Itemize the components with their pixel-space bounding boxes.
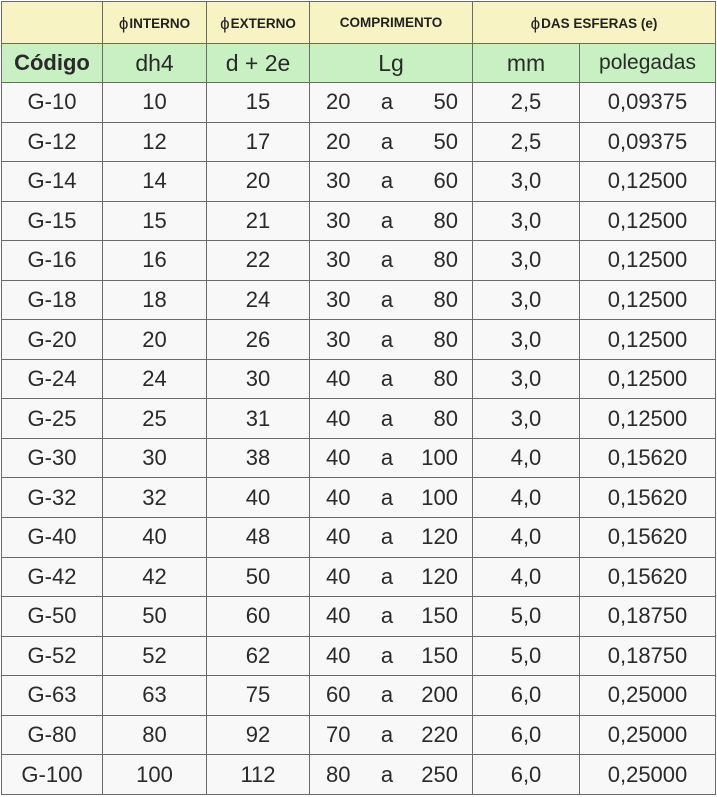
cell-interno: 12 xyxy=(103,122,207,162)
table-row xyxy=(2,122,716,162)
comprimento-from: 40 xyxy=(326,405,351,431)
table-row xyxy=(2,320,716,360)
comprimento-from: 20 xyxy=(326,128,351,154)
comprimento-to: 120 xyxy=(421,524,458,550)
cell-externo: 38 xyxy=(207,438,310,478)
cell-polegadas: 0,25000 xyxy=(580,755,716,795)
cell-comprimento xyxy=(310,478,473,518)
cell-externo: 21 xyxy=(207,201,310,241)
comprimento-range xyxy=(310,89,472,115)
header-mm: mm xyxy=(473,44,580,83)
table-row xyxy=(2,241,716,281)
cell-interno: 20 xyxy=(103,320,207,360)
header-esferas xyxy=(473,2,716,44)
cell-polegadas: 0,12500 xyxy=(580,201,716,241)
header-externo xyxy=(207,2,310,44)
comprimento-from: 40 xyxy=(326,642,351,668)
comprimento-from: 40 xyxy=(326,366,351,392)
cell-interno: 42 xyxy=(103,557,207,597)
cell-externo: 48 xyxy=(207,518,310,558)
range-separator: a xyxy=(380,366,394,392)
comprimento-range xyxy=(310,247,472,273)
cell-polegadas: 0,12500 xyxy=(580,359,716,399)
cell-codigo: G-14 xyxy=(2,162,103,202)
comprimento-range xyxy=(310,406,472,432)
table-row xyxy=(2,636,716,676)
header-interno-label: INTERNO xyxy=(129,15,191,31)
range-separator: a xyxy=(380,603,394,629)
cell-comprimento xyxy=(310,162,473,202)
range-separator: a xyxy=(380,524,394,550)
cell-comprimento xyxy=(310,438,473,478)
range-separator: a xyxy=(380,484,394,510)
comprimento-from: 20 xyxy=(326,89,351,115)
cell-mm: 3,0 xyxy=(473,241,580,281)
cell-mm: 4,0 xyxy=(473,438,580,478)
comprimento-range xyxy=(310,129,472,155)
header-lg: Lg xyxy=(310,44,473,83)
cell-polegadas: 0,12500 xyxy=(580,280,716,320)
comprimento-range xyxy=(310,524,472,550)
comprimento-to: 50 xyxy=(433,89,458,115)
cell-polegadas: 0,12500 xyxy=(580,162,716,202)
comprimento-to: 120 xyxy=(421,563,458,589)
header-d-2e: d + 2e xyxy=(207,44,310,83)
comprimento-from: 30 xyxy=(326,207,351,233)
cell-codigo: G-100 xyxy=(2,755,103,795)
cell-interno: 40 xyxy=(103,518,207,558)
comprimento-range xyxy=(310,762,472,788)
cell-codigo: G-30 xyxy=(2,438,103,478)
cell-codigo: G-16 xyxy=(2,241,103,281)
cell-polegadas: 0,12500 xyxy=(580,241,716,281)
table-row xyxy=(2,755,716,795)
cell-externo: 75 xyxy=(207,676,310,716)
cell-interno: 52 xyxy=(103,636,207,676)
comprimento-from: 40 xyxy=(326,524,351,550)
cell-comprimento xyxy=(310,359,473,399)
cell-mm: 3,0 xyxy=(473,162,580,202)
comprimento-from: 40 xyxy=(326,603,351,629)
cell-externo: 30 xyxy=(207,359,310,399)
cell-polegadas: 0,09375 xyxy=(580,122,716,162)
cell-externo: 60 xyxy=(207,597,310,637)
cell-interno: 32 xyxy=(103,478,207,518)
range-separator: a xyxy=(380,682,394,708)
comprimento-to: 200 xyxy=(421,682,458,708)
range-separator: a xyxy=(380,207,394,233)
spec-table xyxy=(1,1,716,795)
comprimento-range xyxy=(310,208,472,234)
comprimento-to: 60 xyxy=(433,168,458,194)
cell-polegadas: 0,25000 xyxy=(580,676,716,716)
cell-interno: 80 xyxy=(103,715,207,755)
cell-codigo: G-12 xyxy=(2,122,103,162)
cell-polegadas: 0,15620 xyxy=(580,518,716,558)
comprimento-to: 100 xyxy=(421,445,458,471)
range-separator: a xyxy=(380,642,394,668)
diameter-symbol: ϕ xyxy=(530,13,541,33)
header-row-sub xyxy=(2,44,716,83)
cell-comprimento xyxy=(310,676,473,716)
cell-externo: 31 xyxy=(207,399,310,439)
range-separator: a xyxy=(380,405,394,431)
cell-polegadas: 0,12500 xyxy=(580,320,716,360)
cell-codigo: G-80 xyxy=(2,715,103,755)
cell-mm: 6,0 xyxy=(473,715,580,755)
comprimento-range xyxy=(310,485,472,511)
header-interno xyxy=(103,2,207,44)
header-row-top xyxy=(2,2,716,44)
comprimento-from: 40 xyxy=(326,445,351,471)
cell-mm: 3,0 xyxy=(473,280,580,320)
table-row xyxy=(2,478,716,518)
header-comprimento: COMPRIMENTO xyxy=(310,2,473,44)
range-separator: a xyxy=(380,168,394,194)
cell-comprimento xyxy=(310,518,473,558)
comprimento-from: 80 xyxy=(326,761,351,787)
range-separator: a xyxy=(380,247,394,273)
cell-comprimento xyxy=(310,280,473,320)
cell-polegadas: 0,15620 xyxy=(580,478,716,518)
cell-interno: 14 xyxy=(103,162,207,202)
cell-codigo: G-18 xyxy=(2,280,103,320)
range-separator: a xyxy=(380,326,394,352)
cell-mm: 5,0 xyxy=(473,597,580,637)
cell-comprimento xyxy=(310,83,473,123)
comprimento-to: 150 xyxy=(421,642,458,668)
cell-polegadas: 0,09375 xyxy=(580,83,716,123)
comprimento-range xyxy=(310,603,472,629)
comprimento-from: 30 xyxy=(326,168,351,194)
table-row xyxy=(2,676,716,716)
cell-interno: 16 xyxy=(103,241,207,281)
cell-polegadas: 0,12500 xyxy=(580,399,716,439)
table-row xyxy=(2,715,716,755)
cell-externo: 17 xyxy=(207,122,310,162)
cell-externo: 40 xyxy=(207,478,310,518)
cell-codigo: G-42 xyxy=(2,557,103,597)
cell-interno: 10 xyxy=(103,83,207,123)
cell-externo: 112 xyxy=(207,755,310,795)
cell-comprimento xyxy=(310,755,473,795)
table-row xyxy=(2,438,716,478)
range-separator: a xyxy=(380,287,394,312)
range-separator: a xyxy=(380,722,394,748)
range-separator: a xyxy=(380,761,394,787)
table-row xyxy=(2,162,716,202)
range-separator: a xyxy=(380,128,394,154)
comprimento-to: 220 xyxy=(421,722,458,748)
table-row xyxy=(2,359,716,399)
comprimento-range xyxy=(310,287,472,313)
cell-comprimento xyxy=(310,399,473,439)
table-row xyxy=(2,518,716,558)
cell-externo: 50 xyxy=(207,557,310,597)
comprimento-to: 150 xyxy=(421,603,458,629)
cell-codigo: G-25 xyxy=(2,399,103,439)
comprimento-from: 30 xyxy=(326,326,351,352)
comprimento-range xyxy=(310,327,472,353)
comprimento-from: 40 xyxy=(326,563,351,589)
diameter-symbol: ϕ xyxy=(118,13,129,33)
cell-codigo: G-52 xyxy=(2,636,103,676)
cell-comprimento xyxy=(310,597,473,637)
table-row xyxy=(2,597,716,637)
cell-mm: 3,0 xyxy=(473,359,580,399)
header-codigo-top xyxy=(2,2,103,44)
cell-polegadas: 0,18750 xyxy=(580,636,716,676)
cell-polegadas: 0,15620 xyxy=(580,557,716,597)
cell-mm: 6,0 xyxy=(473,755,580,795)
comprimento-to: 80 xyxy=(433,405,458,431)
cell-codigo: G-15 xyxy=(2,201,103,241)
comprimento-range xyxy=(310,445,472,471)
cell-mm: 5,0 xyxy=(473,636,580,676)
table-row xyxy=(2,280,716,320)
cell-codigo: G-40 xyxy=(2,518,103,558)
cell-mm: 4,0 xyxy=(473,557,580,597)
cell-comprimento xyxy=(310,557,473,597)
cell-polegadas: 0,15620 xyxy=(580,438,716,478)
cell-mm: 4,0 xyxy=(473,518,580,558)
cell-externo: 26 xyxy=(207,320,310,360)
cell-codigo: G-10 xyxy=(2,83,103,123)
table-row xyxy=(2,557,716,597)
header-codigo: Código xyxy=(2,44,103,83)
cell-comprimento xyxy=(310,241,473,281)
comprimento-from: 70 xyxy=(326,722,351,748)
cell-comprimento xyxy=(310,636,473,676)
cell-mm: 3,0 xyxy=(473,320,580,360)
comprimento-range xyxy=(310,168,472,194)
comprimento-to: 80 xyxy=(433,326,458,352)
diameter-symbol: ϕ xyxy=(220,13,230,33)
cell-interno: 30 xyxy=(103,438,207,478)
cell-interno: 63 xyxy=(103,676,207,716)
cell-polegadas: 0,25000 xyxy=(580,715,716,755)
cell-interno: 100 xyxy=(103,755,207,795)
comprimento-from: 40 xyxy=(326,484,351,510)
range-separator: a xyxy=(380,445,394,471)
comprimento-from: 30 xyxy=(326,287,351,312)
comprimento-range xyxy=(310,366,472,392)
cell-codigo: G-63 xyxy=(2,676,103,716)
cell-interno: 18 xyxy=(103,280,207,320)
cell-externo: 24 xyxy=(207,280,310,320)
cell-mm: 3,0 xyxy=(473,201,580,241)
header-esferas-label: DAS ESFERAS (e) xyxy=(541,15,658,31)
comprimento-to: 80 xyxy=(433,366,458,392)
header-externo-label: EXTERNO xyxy=(230,15,296,31)
table-row xyxy=(2,399,716,439)
comprimento-to: 250 xyxy=(421,761,458,787)
table-row xyxy=(2,201,716,241)
comprimento-to: 100 xyxy=(421,484,458,510)
cell-mm: 4,0 xyxy=(473,478,580,518)
cell-interno: 50 xyxy=(103,597,207,637)
cell-mm: 2,5 xyxy=(473,83,580,123)
cell-comprimento xyxy=(310,122,473,162)
comprimento-to: 50 xyxy=(433,128,458,154)
header-polegadas: polegadas xyxy=(580,44,716,83)
cell-externo: 15 xyxy=(207,83,310,123)
cell-codigo: G-24 xyxy=(2,359,103,399)
comprimento-range xyxy=(310,643,472,669)
cell-polegadas: 0,18750 xyxy=(580,597,716,637)
comprimento-to: 80 xyxy=(433,207,458,233)
cell-mm: 2,5 xyxy=(473,122,580,162)
cell-mm: 6,0 xyxy=(473,676,580,716)
comprimento-range xyxy=(310,564,472,590)
cell-comprimento xyxy=(310,715,473,755)
comprimento-to: 80 xyxy=(433,247,458,273)
cell-externo: 20 xyxy=(207,162,310,202)
cell-codigo: G-50 xyxy=(2,597,103,637)
comprimento-from: 60 xyxy=(326,682,351,708)
cell-codigo: G-20 xyxy=(2,320,103,360)
cell-comprimento xyxy=(310,320,473,360)
cell-mm: 3,0 xyxy=(473,399,580,439)
header-dh4: dh4 xyxy=(103,44,207,83)
cell-externo: 92 xyxy=(207,715,310,755)
range-separator: a xyxy=(380,563,394,589)
comprimento-range xyxy=(310,682,472,708)
range-separator: a xyxy=(380,89,394,115)
table-body xyxy=(2,83,716,795)
comprimento-to: 80 xyxy=(433,287,458,312)
cell-interno: 25 xyxy=(103,399,207,439)
table-row xyxy=(2,83,716,123)
cell-interno: 15 xyxy=(103,201,207,241)
cell-interno: 24 xyxy=(103,359,207,399)
cell-externo: 62 xyxy=(207,636,310,676)
cell-externo: 22 xyxy=(207,241,310,281)
cell-codigo: G-32 xyxy=(2,478,103,518)
cell-comprimento xyxy=(310,201,473,241)
comprimento-from: 30 xyxy=(326,247,351,273)
comprimento-range xyxy=(310,722,472,748)
